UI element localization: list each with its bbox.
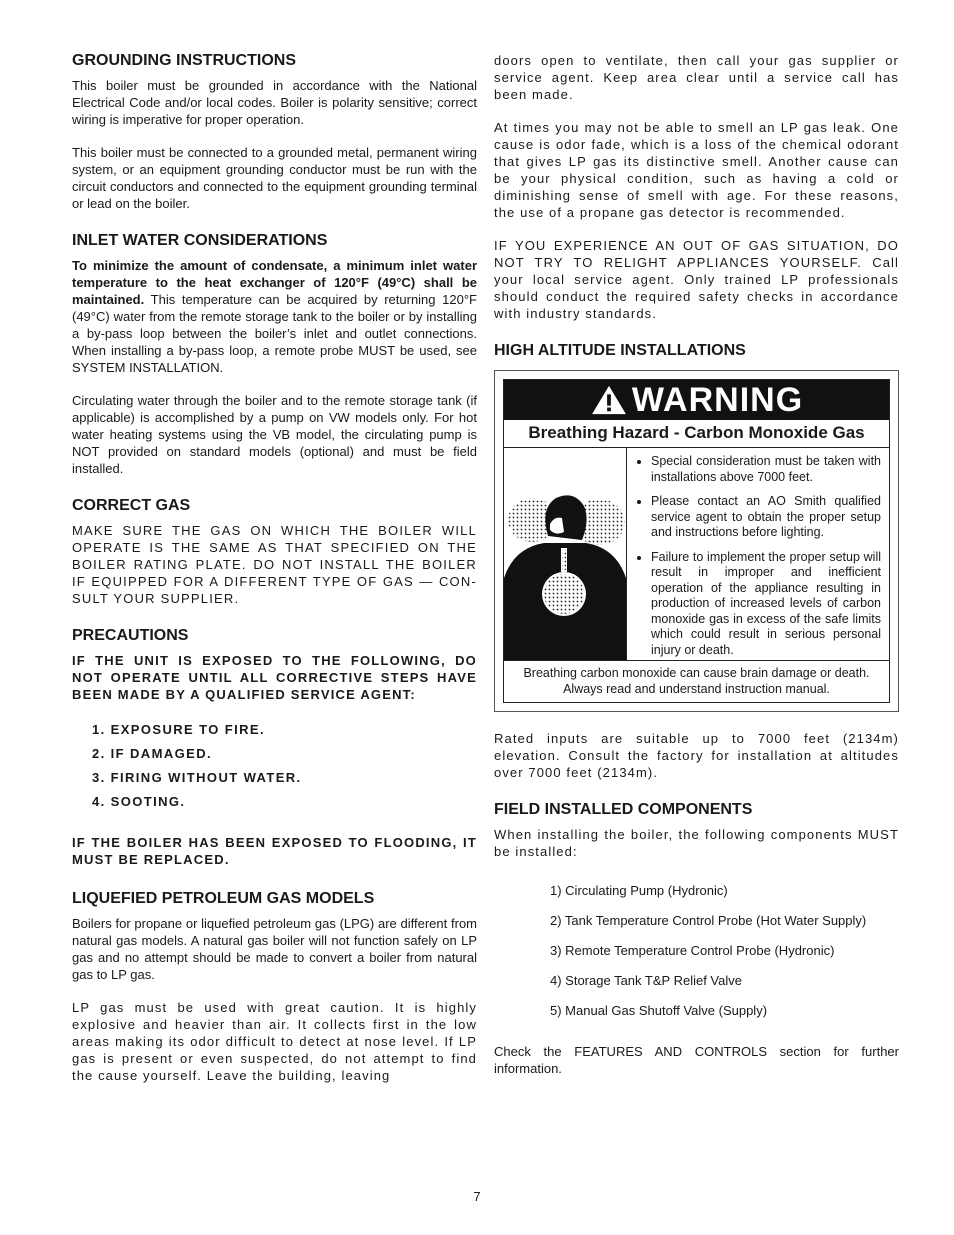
inlet-title: INLET WATER CONSIDERATIONS (72, 232, 328, 249)
list-item: 3. FIRING WITHOUT WATER. (92, 770, 302, 785)
lpg-section (72, 890, 477, 1084)
list-item: 3) Remote Temperature Control Probe (Hydronic) (550, 943, 835, 958)
inlet-paragraph-1-rest: This temperature can be acquired by returning 120°F (49°C) water from the remote storage tank to the boiler or by installing a by-pass loop between the boiler’s inlet and outlet connections. When installing a by-pass loop, a remote probe MUST be used, see SYSTEM INSTALLATION. (72, 292, 477, 375)
grounding-paragraph-2: This boiler must be connected to a grounded metal, permanent wiring system, or an equipment grounding conductor must be run with the circuit conductors and connected to the equipment grounding terminal or lead on the boiler. (72, 145, 477, 211)
list-item: 1) Circulating Pump (Hydronic) (550, 883, 728, 898)
hazard-title: Breathing Hazard - Carbon Monoxide Gas (504, 420, 889, 448)
list-item: 1. EXPOSURE TO FIRE. (92, 722, 265, 737)
warning-triangle-icon (590, 384, 628, 416)
lpg-continued-section (494, 52, 899, 322)
field-components-section (494, 801, 899, 1077)
warning-header (504, 380, 889, 420)
lpg-paragraph-1: Boilers for propane or liquefied petroleum gas (LPG) are different from natural gas models. A natural gas boiler will not function safely on LP gas and no attempt should be made to convert a boiler from natural gas to LP gas. (72, 916, 477, 982)
warning-footer-line-2: Always read and understand instruction manual. (563, 682, 830, 696)
list-item: • Please contact an AO Smith qualified service agent to obtain the proper setup and instructions before lighting. (651, 494, 881, 541)
inlet-paragraph-2: Circulating water through the boiler and to the remote storage tank (if applicable) is accomplished by a pump on VW models only. For hot water heating systems using the VB model, the circulating pump is NOT provided on standard models (optional) and must be field installed. (72, 393, 477, 476)
list-item: 2. IF DAMAGED. (92, 746, 212, 761)
list-item: 4. SOOTING. (92, 794, 186, 809)
warning-bullets (637, 454, 881, 658)
warning-word: WARNING (631, 380, 804, 419)
warning-text (627, 448, 889, 660)
list-item: • Failure to implement the proper setup will result in improper and inefficient operation of the appliance resulting in production of increased levels of carbon monoxide gas in excess of the safe limits which could result in serious personal injury or death. (651, 550, 881, 659)
lpg-title: LIQUEFIED PETROLEUM GAS MODELS (72, 890, 375, 907)
lpg-continued-paragraph-1: doors open to ventilate, then call your gas supplier or service agent. Keep area clear until a service call has been made. (494, 53, 899, 102)
high-altitude-title: HIGH ALTITUDE INSTALLATIONS (494, 342, 746, 359)
list-item: 5) Manual Gas Shutoff Valve (Supply) (550, 1003, 768, 1018)
flooding-warning: IF THE BOILER HAS BEEN EXPOSED TO FLOODING, IT MUST BE REPLACED. (72, 835, 477, 867)
field-components-title: FIELD INSTALLED COMPONENTS (494, 801, 753, 818)
precautions-title: PRECAUTIONS (72, 627, 189, 644)
right-column (494, 52, 899, 1097)
inlet-section (72, 232, 477, 477)
correct-gas-title: CORRECT GAS (72, 497, 191, 514)
field-components-outro: Check the FEATURES AND CONTROLS section for further information. (494, 1044, 899, 1076)
correct-gas-paragraph: MAKE SURE THE GAS ON WHICH THE BOILER WILL OPERATE IS THE SAME AS THAT SPECIFIED ON THE BOILER RATING PLATE. DO NOT INSTALL THE BOILER IF EQUIPPED FOR A DIFFERENT TYPE OF GAS — CON-SULT YOUR SUPPLIER. (72, 523, 477, 606)
warning-label (494, 370, 899, 712)
warning-label-inner (503, 379, 890, 703)
carbon-monoxide-person-icon (504, 448, 627, 660)
lpg-paragraph-2: LP gas must be used with great caution. It is highly explosive and heavier than air. It collects first in the low areas making its odor difficult to detect at nose level. If LP gas is present or even suspected, do not attempt to find the cause yourself. Leave the building, leaving (72, 1000, 477, 1083)
field-components-intro: When installing the boiler, the following components MUST be installed: (494, 827, 899, 859)
page-number: 7 (473, 1189, 481, 1204)
lpg-continued-paragraph-3: IF YOU EXPERIENCE AN OUT OF GAS SITUATION, DO NOT TRY TO RELIGHT APPLIANCES YOURSELF. Call your local service agent. Only trained LP professionals should conduct the required safety checks in accordance with industry standards. (494, 238, 899, 321)
precautions-intro: IF THE UNIT IS EXPOSED TO THE FOLLOWING, DO NOT OPERATE UNTIL ALL CORRECTIVE STEPS HAVE BEEN MADE BY A QUALIFIED SERVICE AGENT: (72, 653, 477, 702)
left-column (72, 52, 477, 1104)
grounding-paragraph-1: This boiler must be grounded in accordance with the National Electrical Code and/or local codes. Boiler is polarity sensitive; correct wiring is imperative for proper operation. (72, 78, 477, 127)
inlet-paragraph-1 (72, 257, 477, 376)
precautions-list (92, 721, 477, 810)
correct-gas-section (72, 497, 477, 607)
inlet-paragraph-1-bold: To minimize the amount of condensate, a minimum inlet water temperature to the heat exchanger of 120°F (49°C) shall be maintained. (72, 258, 477, 307)
warning-footer (504, 661, 889, 702)
grounding-title: GROUNDING INSTRUCTIONS (72, 52, 296, 69)
warning-footer-line-1: Breathing carbon monoxide can cause brain damage or death. (523, 666, 870, 680)
list-item: 4) Storage Tank T&P Relief Valve (550, 973, 742, 988)
high-altitude-section (494, 342, 899, 781)
precautions-section (72, 627, 477, 868)
lpg-continued-paragraph-2: At times you may not be able to smell an LP gas leak. One cause is odor fade, which is a loss of the chemical odorant that gives LP gas its distinctive smell. Another cause can be your physical condition, such as having a cold or diminishing sense of smell with age. For these reasons, the use of a propane gas detector is recommended. (494, 120, 899, 220)
grounding-section (72, 52, 477, 212)
field-components-list (550, 882, 899, 1019)
high-altitude-paragraph: Rated inputs are suitable up to 7000 feet (2134m) elevation. Consult the factory for installation at altitudes over 7000 feet (2134m). (494, 731, 899, 780)
list-item: • Special consideration must be taken with installations above 7000 feet. (651, 454, 881, 485)
list-item: 2) Tank Temperature Control Probe (Hot Water Supply) (550, 913, 867, 928)
warning-body (504, 448, 889, 661)
